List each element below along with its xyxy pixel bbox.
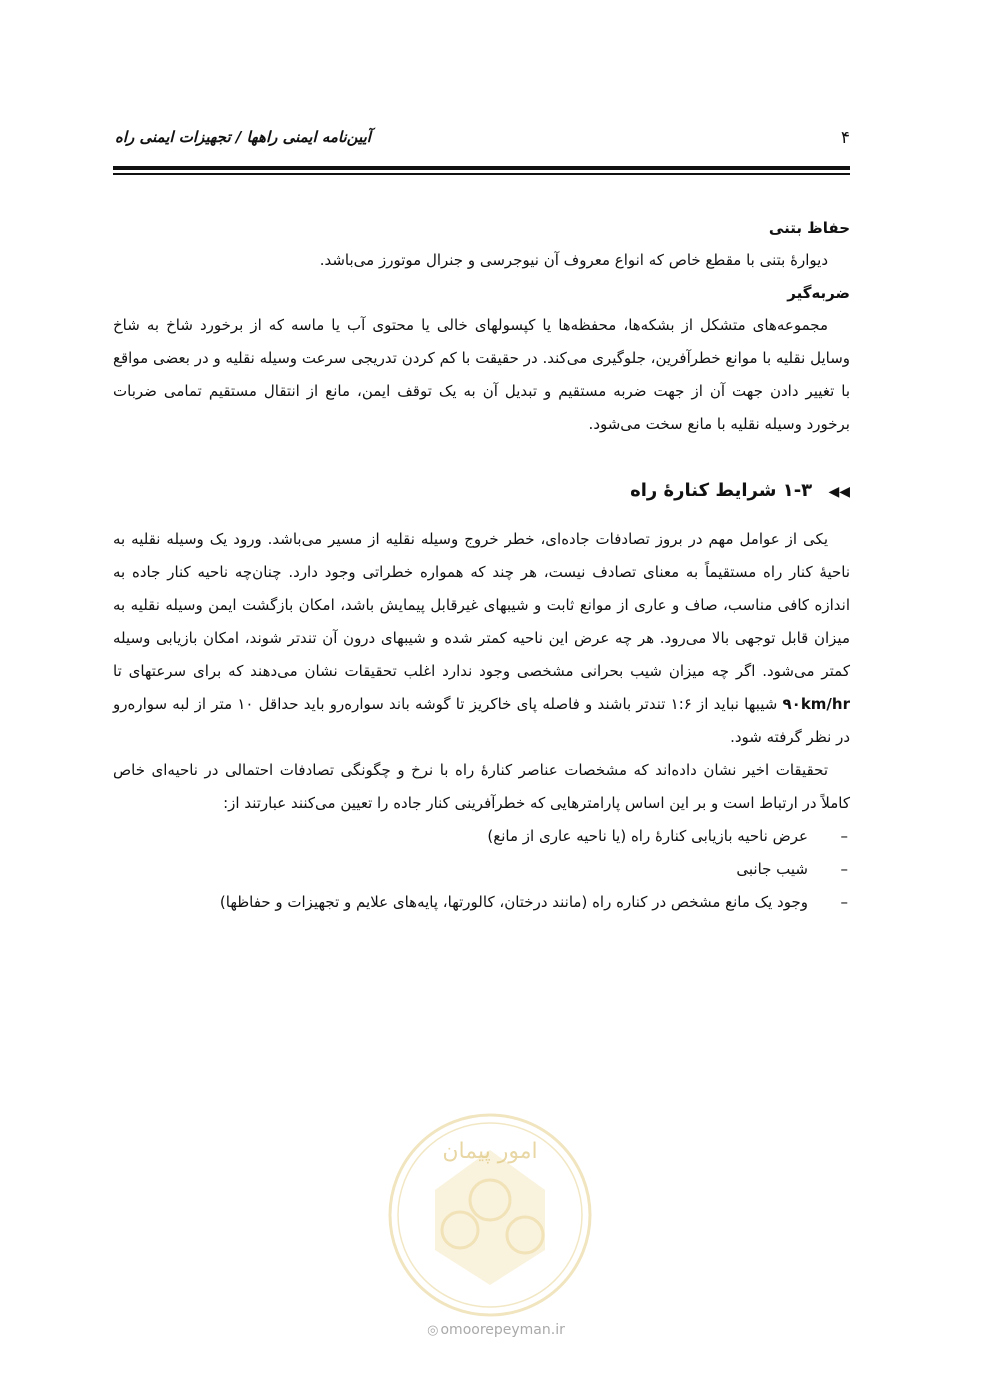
page-number: ۴ bbox=[840, 128, 850, 148]
header-rule-thick bbox=[113, 166, 850, 170]
section-title: ۱-۳ شرایط کنارهٔ راه bbox=[630, 480, 813, 501]
list-item-text: عرض ناحیه بازیابی کنارهٔ راه (یا ناحیه عاری از مانع) bbox=[487, 827, 808, 845]
seal-text: امور پیمان bbox=[442, 1139, 538, 1164]
chevron-double-left-icon: ◀◀ bbox=[828, 484, 850, 500]
paragraph-roadside-conditions bbox=[113, 523, 850, 754]
paragraph-concrete-barrier: دیوارهٔ بتنی با مقطع خاص که انواع معروف آن نیوجرسی و جنرال موتورز می‌باشد. bbox=[319, 251, 828, 269]
seal-logo bbox=[385, 1110, 595, 1320]
speed-value: ۹۰km/hr bbox=[782, 695, 850, 713]
running-title: آیین‌نامه ایمنی راهها / تجهیزات ایمنی راه bbox=[115, 128, 371, 146]
paragraph-roadside-text-b: شیبها نباید از ۱:۶ تندتر باشند و فاصله پای خاکریز تا گوشه باند سواره‌رو باید حداقل ۱۰ متر از لبه سواره‌رو در نظر گرفته شود. bbox=[113, 695, 850, 746]
paragraph-recent-research: تحقیقات اخیر نشان داده‌اند که مشخصات عناصر کنارهٔ راه با نرخ و چگونگی تصادفات احتمالی در ناحیه‌ای خاص کاملاً در ارتباط است و بر این اساس پارامترهایی که خطرآفرینی کنار جاده را تعیین می‌کنند عبارتند از: bbox=[113, 761, 850, 812]
list-dash: – bbox=[840, 827, 848, 845]
list-item-text: شیب جانبی bbox=[736, 860, 808, 878]
list-item bbox=[113, 886, 850, 919]
instagram-icon: ◎ bbox=[427, 1323, 439, 1338]
watermark-text: omoorepeyman.ir bbox=[440, 1322, 565, 1338]
parameter-list bbox=[113, 820, 850, 919]
page-header bbox=[115, 128, 850, 152]
subheading-concrete-barrier: حفاظ بتنی bbox=[768, 219, 850, 237]
list-dash: – bbox=[840, 860, 848, 878]
header-rule-thin bbox=[113, 173, 850, 175]
site-watermark bbox=[0, 1322, 992, 1338]
paragraph-crash-cushion: مجموعه‌های متشکل از بشکه‌ها، محفظه‌ها یا کپسولهای خالی یا محتوی آب یا ماسه که از برخورد شاخ به شاخ وسایل نقلیه با موانع خطرآفرین، جلوگیری می‌کند. در حقیقت با کم کردن تدریجی سرعت وسیله نقلیه و در بعضی مواقع با تغییر دادن جهت آن از جهت ضربه مستقیم و تبدیل آن به یک توقف ایمن، مانع از انتقال مستقیم تمامی ضربات برخورد وسیله نقلیه با مانع سخت می‌شود. bbox=[113, 316, 850, 433]
subheading-crash-cushion: ضربه‌گیر bbox=[787, 284, 850, 302]
list-item bbox=[113, 853, 850, 886]
list-dash: – bbox=[840, 893, 848, 911]
list-item bbox=[113, 820, 850, 853]
list-item-text: وجود یک مانع مشخص در کناره راه (مانند درختان، کالورتها، پایه‌های علایم و تجهیزات و حفاظها) bbox=[219, 893, 808, 911]
section-heading bbox=[113, 471, 850, 511]
paragraph-roadside-text-a: یکی از عوامل مهم در بروز تصادفات جاده‌ای، خطر خروج وسیله نقلیه از مسیر می‌باشد. ورود یک وسیله نقلیه به ناحیهٔ کنار راه مستقیماً به معنای تصادف نیست، هر چند که همواره خطراتی وجود دارد. چنان‌چه ناحیه کنار جاده به اندازه کافی مناسب، صاف و عاری از موانع ثابت و شیبهای غیرقابل پیمایش باشد، امکان بازگشت ایمن وسیله نقلیه به میزان قابل توجهی بالا می‌رود. هر چه عرض این ناحیه کمتر شده و شیبهای درون آن تندتر شوند، امکان بازیابی وسیله کمتر می‌شود. اگر چه میزان شیب بحرانی مشخصی وجود ندارد اغلب تحقیقات نشان می‌دهند که برای سرعتهای تا bbox=[113, 530, 850, 680]
page-body bbox=[113, 212, 850, 919]
